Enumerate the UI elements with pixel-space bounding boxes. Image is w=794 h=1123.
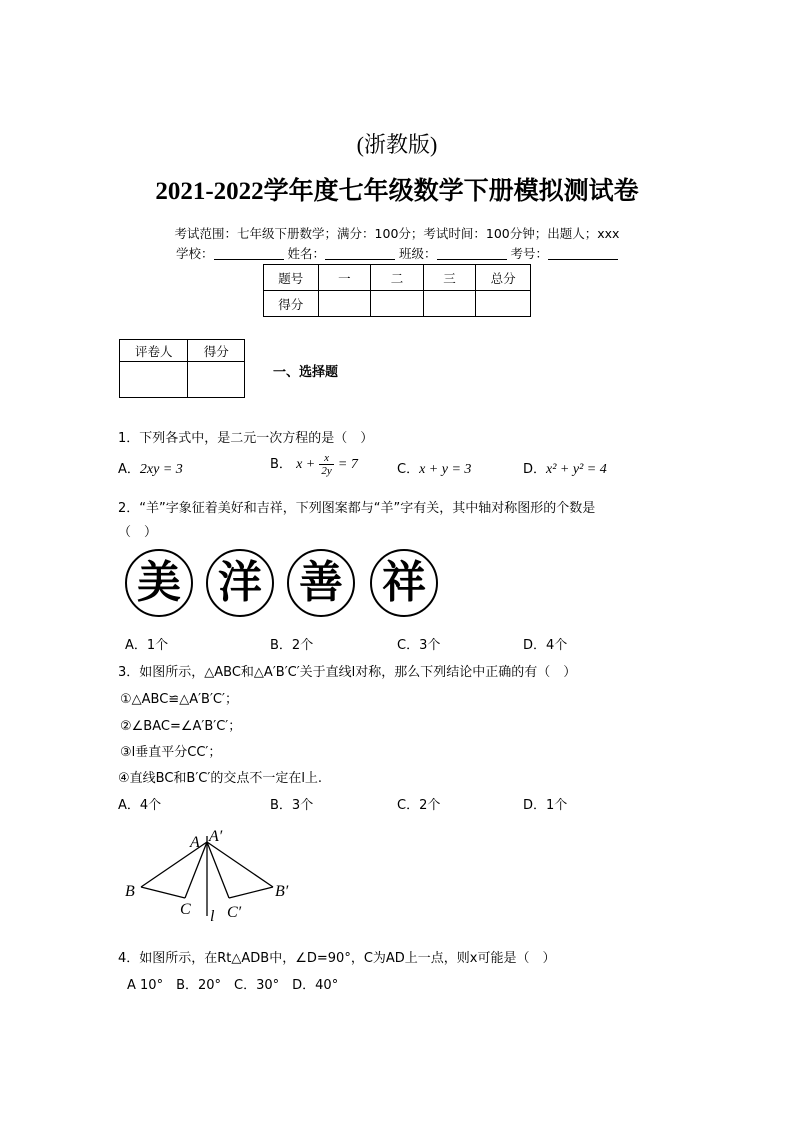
segment-bc (141, 887, 185, 898)
q1-stem: 1．下列各式中，是二元一次方程的是（ ） (118, 431, 374, 446)
segment-ca-prime (207, 842, 229, 898)
pattern-xiang: 祥 (370, 549, 438, 617)
grader-cell[interactable] (120, 362, 188, 398)
name-label: 姓名： (287, 246, 325, 261)
exam-meta: 考试范围：七年级下册数学；满分：100分；考试时间：100分钟；出题人；xxx (174, 226, 620, 241)
subtitle: (浙教版) (356, 132, 438, 157)
q4-options[interactable]: A 10° B．20° C．30° D．40° (127, 978, 339, 993)
q2-stem: 2．“羊”字象征着美好和吉祥，下列图案都与“羊”字有关，其中轴对称图形的个数是 (118, 501, 596, 516)
score-cell[interactable] (476, 291, 531, 317)
section-heading: 一、选择题 (273, 365, 339, 380)
school-label: 学校： (175, 246, 214, 261)
score-header-cell: 总分 (476, 265, 531, 291)
pattern-mei: 美 (125, 549, 193, 617)
score-row-label: 得分 (264, 291, 319, 317)
score-header-cell: 题号 (264, 265, 319, 291)
label-a-prime: A′ (209, 828, 223, 845)
label-b-prime: B′ (275, 883, 289, 900)
q4-stem: 4．如图所示，在Rt△ADB中，∠D=90°，C为AD上一点，则x可能是（ ） (118, 951, 556, 966)
label-l: l (210, 908, 215, 925)
q2-stem-cont: （ ） (118, 525, 158, 540)
segment-ab-prime (207, 842, 273, 887)
fraction: $\frac{x}{2y}$ (321, 452, 332, 477)
label-a: A (190, 834, 200, 851)
id-blank (548, 247, 618, 260)
score-cell[interactable] (371, 291, 424, 317)
q2-option-d[interactable]: D．4个 (523, 638, 568, 653)
q3-item-3: ③l垂直平分CC′； (120, 745, 222, 760)
q1-option-a[interactable]: A．2xy = 3 (118, 462, 183, 477)
q3-stem: 3．如图所示，△ABC和△A′B′C′关于直线l对称，那么下列结论中正确的有（ ） (118, 665, 577, 680)
q2-option-c[interactable]: C．3个 (397, 638, 441, 653)
q3-item-2: ②∠BAC=∠A′B′C′； (120, 719, 242, 734)
score-cell[interactable] (318, 291, 371, 317)
q3-item-4: ④直线BC和B′C′的交点不一定在l上. (118, 771, 323, 786)
label-c: C (180, 901, 191, 918)
q2-option-a[interactable]: A．1个 (125, 638, 169, 653)
name-blank (325, 247, 395, 260)
grader-cell[interactable] (188, 362, 245, 398)
segment-bc-prime (229, 887, 273, 898)
class-blank (437, 247, 507, 260)
q3-option-b[interactable]: B．3个 (270, 798, 314, 813)
score-cell[interactable] (423, 291, 476, 317)
grader-header-cell: 得分 (188, 340, 245, 362)
score-table (263, 264, 531, 317)
student-info (0, 244, 794, 262)
score-header-cell: 一 (318, 265, 371, 291)
grader-table (119, 339, 245, 398)
exam-title: 2021-2022学年度七年级数学下册模拟测试卷 (155, 178, 639, 205)
pattern-yang-water: 洋 (206, 549, 274, 617)
id-label: 考号： (510, 246, 548, 261)
q3-option-c[interactable]: C．2个 (397, 798, 441, 813)
q1-option-c[interactable]: C．x + y = 3 (397, 462, 472, 477)
q3-option-a[interactable]: A．4个 (118, 798, 162, 813)
q3-figure (120, 826, 300, 926)
score-header-cell: 三 (423, 265, 476, 291)
label-c-prime: C′ (227, 904, 242, 921)
q1-option-b[interactable]: B． x + $\frac{x}{2y}$ = 7 (270, 452, 358, 477)
grader-header-cell: 评卷人 (120, 340, 188, 362)
q1-option-d[interactable]: D．x² + y² = 4 (523, 462, 607, 477)
q2-option-b[interactable]: B．2个 (270, 638, 314, 653)
score-header-cell: 二 (371, 265, 424, 291)
q3-item-1: ①△ABC≌△A′B′C′； (120, 692, 238, 707)
label-b: B (125, 883, 135, 900)
school-blank (214, 247, 284, 260)
class-label: 班级： (398, 246, 437, 261)
q3-option-d[interactable]: D．1个 (523, 798, 568, 813)
pattern-shan: 善 (287, 549, 355, 617)
